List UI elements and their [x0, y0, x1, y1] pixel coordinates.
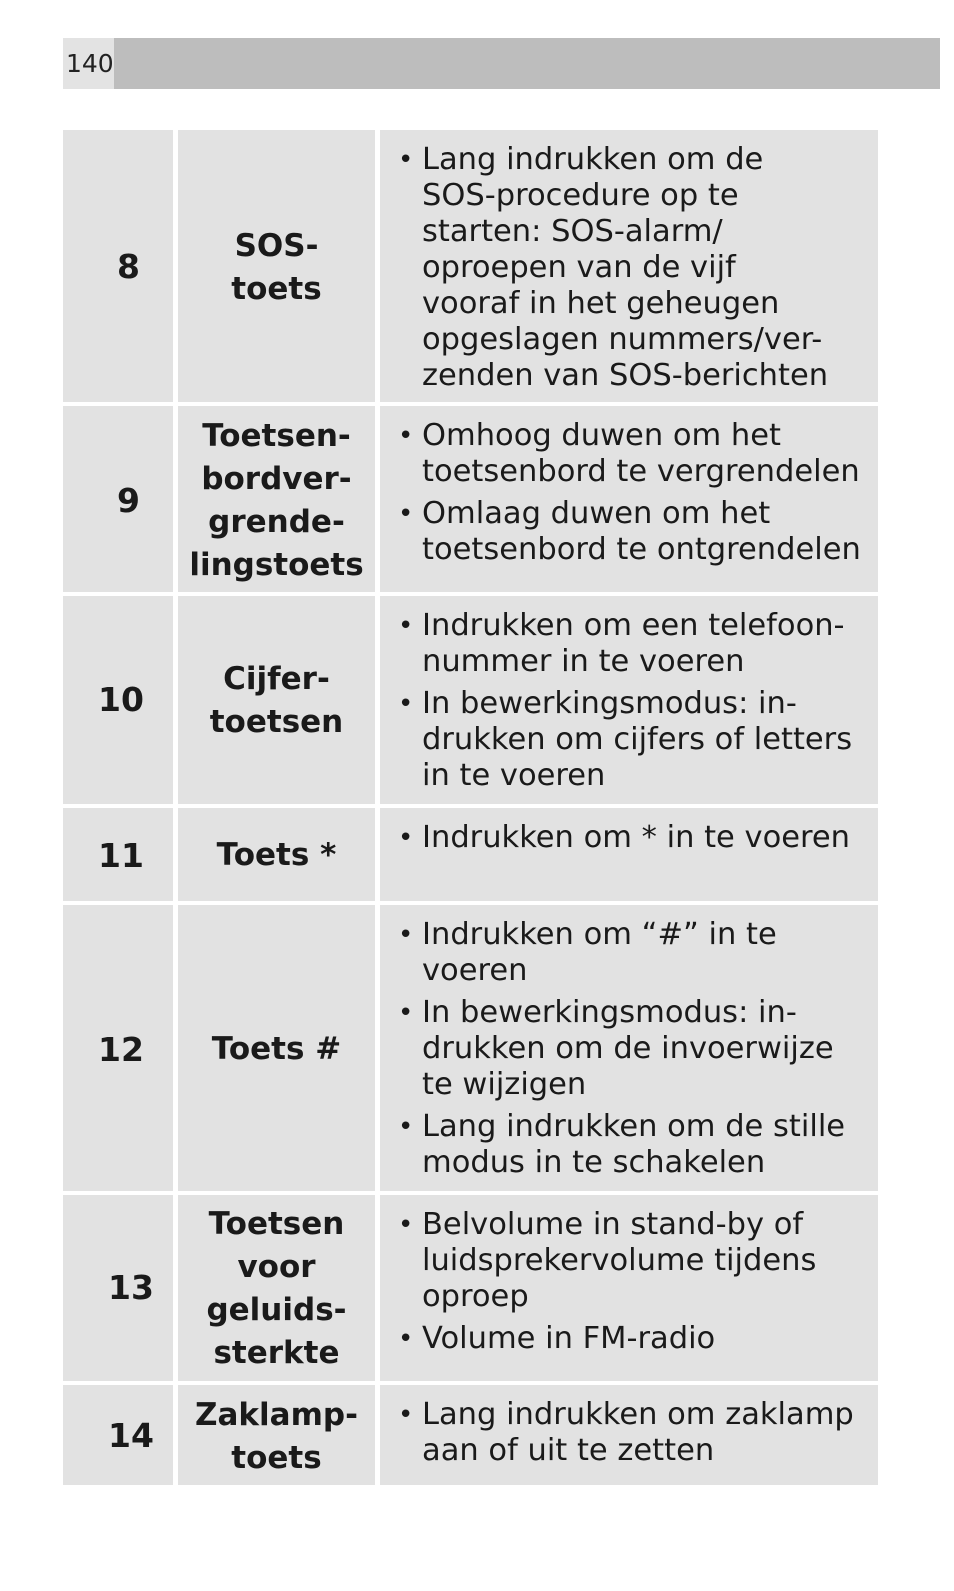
bullet-icon: •	[398, 1324, 414, 1354]
key-description-cell	[380, 1385, 878, 1485]
key-name-cell	[178, 596, 375, 804]
list-item: • Belvolume in stand-by of luidsprekervolume tijdens oproep	[398, 1207, 817, 1314]
key-number: 14	[108, 1416, 154, 1455]
key-name: SOS- toets	[231, 228, 322, 307]
key-description-cell	[380, 905, 878, 1191]
key-name: Toetsen voor geluids- sterkte	[206, 1206, 347, 1371]
key-number: 12	[98, 1030, 144, 1069]
key-number: 10	[98, 680, 144, 719]
key-description-cell	[380, 596, 878, 804]
page-header-bar	[63, 38, 940, 89]
list-item: • Lang indrukken om de stille modus in te schakelen	[398, 1109, 846, 1180]
key-number: 11	[98, 836, 144, 875]
bullet-icon: •	[398, 421, 414, 451]
bullet-icon: •	[398, 1210, 414, 1240]
key-name: Toets *	[216, 837, 337, 873]
list-item: • Volume in FM-radio	[398, 1321, 716, 1356]
key-name-cell	[178, 1385, 375, 1485]
bullet-icon: •	[398, 823, 414, 853]
key-number-cell	[63, 1385, 173, 1485]
table-row	[63, 406, 878, 592]
key-number: 8	[117, 247, 140, 286]
key-name: Zaklamp- toets	[195, 1397, 358, 1476]
list-item: • In bewerkingsmodus: in- drukken om de invoerwijze te wijzigen	[398, 995, 834, 1102]
list-item: • Omhoog duwen om het toetsenbord te vergrendelen	[398, 418, 860, 489]
key-name: Toets #	[211, 1031, 342, 1067]
key-name-cell	[178, 130, 375, 402]
key-name: Toetsen- bordver- grende- lingstoets	[189, 418, 364, 583]
list-item: • Lang indrukken om de SOS-procedure op te starten: SOS-alarm/ oproepen van de vijf vooraf in het geheugen opgeslagen nummers/ver- zenden van SOS-berichten	[398, 142, 829, 393]
key-description-cell	[380, 1195, 878, 1381]
list-item: • Indrukken om * in te voeren	[398, 820, 850, 855]
list-item: • In bewerkingsmodus: in- drukken om cijfers of letters in te voeren	[398, 686, 853, 793]
bullet-icon: •	[398, 611, 414, 641]
key-number: 9	[117, 481, 140, 520]
key-name: Cijfer- toetsen	[209, 661, 344, 740]
key-name-cell	[178, 406, 375, 592]
bullet-icon: •	[398, 145, 414, 175]
key-description-cell	[380, 130, 878, 402]
key-number: 13	[108, 1268, 154, 1307]
key-number-cell	[63, 406, 173, 592]
list-item: • Lang indrukken om zaklamp aan of uit te zetten	[398, 1397, 854, 1468]
key-name-cell	[178, 808, 375, 901]
bullet-icon: •	[398, 920, 414, 950]
table-row	[63, 1195, 878, 1381]
key-number-cell	[63, 905, 173, 1191]
key-number-cell	[63, 130, 173, 402]
bullet-icon: •	[398, 998, 414, 1028]
page-number: 140	[63, 38, 114, 89]
table-row	[63, 596, 878, 804]
key-number-cell	[63, 596, 173, 804]
bullet-icon: •	[398, 1112, 414, 1142]
list-item: • Indrukken om een telefoon- nummer in te voeren	[398, 608, 845, 679]
key-description-cell	[380, 406, 878, 592]
table-row	[63, 905, 878, 1191]
key-name-cell	[178, 1195, 375, 1381]
bullet-icon: •	[398, 499, 414, 529]
bullet-icon: •	[398, 1400, 414, 1430]
table-row	[63, 130, 878, 402]
table-row	[63, 1385, 878, 1485]
list-item: • Omlaag duwen om het toetsenbord te ontgrendelen	[398, 496, 861, 567]
table-row	[63, 808, 878, 901]
key-number-cell	[63, 1195, 173, 1381]
key-number-cell	[63, 808, 173, 901]
key-description-cell	[380, 808, 878, 901]
bullet-icon: •	[398, 689, 414, 719]
list-item: • Indrukken om “#” in te voeren	[398, 917, 777, 988]
key-name-cell	[178, 905, 375, 1191]
